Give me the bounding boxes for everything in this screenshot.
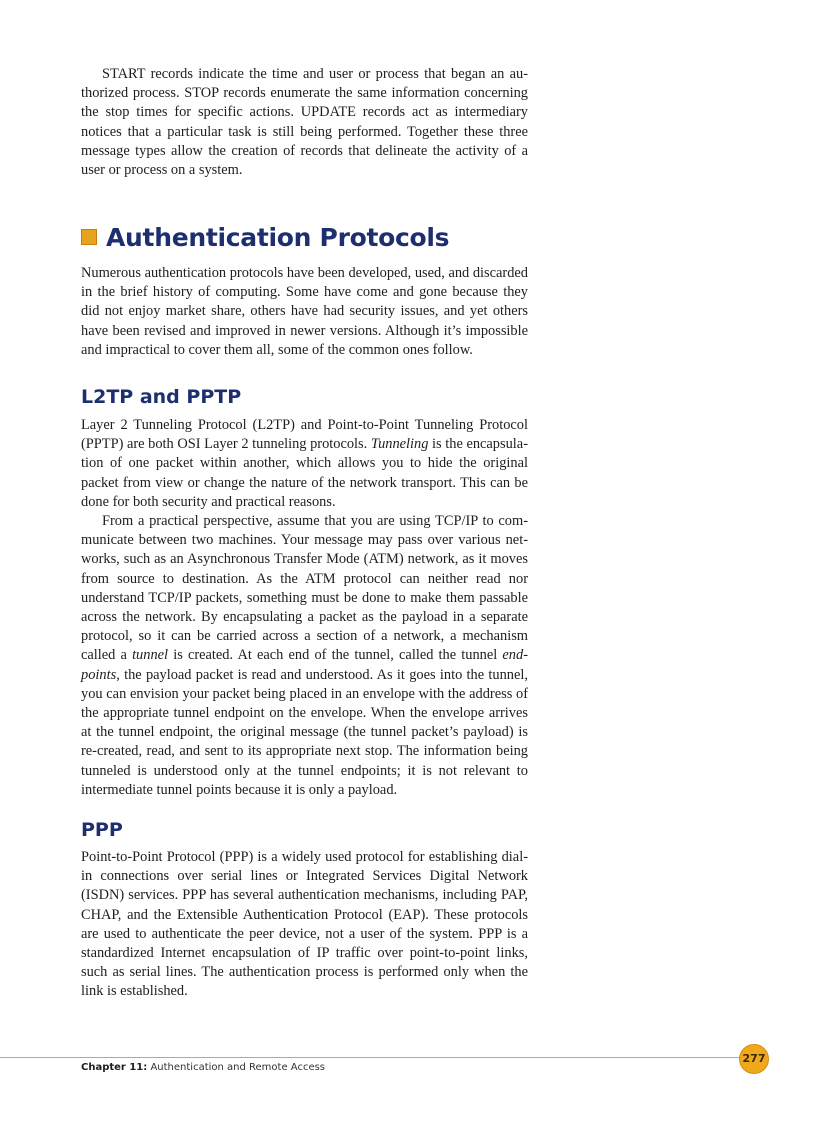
- l2tp-paragraph-1: [81, 416, 528, 512]
- text-run: , the payload packet is read and understood. As it goes into the tunnel, you can envision your packet being placed in an envelope with the address of the appropriate tunnel endpoint on the envelope. When the envelope arrives at the tunnel endpoint, the original message (the tunnel packet’s payload) is re-created, read, and sent to its appropriate next stop. The information being tunneled is understood only at the tunnel endpoints; it is not relevant to intermediate tunnel points because it is only a payload.: [81, 666, 528, 798]
- section-title: [81, 221, 449, 255]
- square-bullet-icon: [81, 229, 97, 245]
- intro-paragraph: START records indicate the time and user or process that began an authorized process. STOP records enumerate the same information concerning the stop times for specific actions. UPDATE records act as intermediary notices that a particular task is still being performed. Together these three message types allow the creation of records that delineate the activity of a user or process on a system.: [81, 66, 528, 179]
- text-run: is the encapsulation of one packet within another, which allows you to hide the original packet from view or change the nature of the network transport. This can be done for both security and practical reasons.: [81, 436, 528, 510]
- running-footer: [81, 1061, 325, 1075]
- footer-chapter-title: Authentication and Remote Access: [147, 1062, 326, 1073]
- footer-rule: [0, 1057, 748, 1058]
- page-number-badge: 277: [739, 1044, 769, 1074]
- l2tp-paragraph-2: [81, 512, 528, 800]
- section-title-text: Authentication Protocols: [106, 223, 450, 252]
- section-intro-paragraph: Numerous authentication protocols have been developed, used, and discarded in the brief history of computing. Some have come and gone because they did not enjoy market share, others have had security issues, and yet others have been revised and improved in newer versions. Although it’s impossible and impractical to cover them all, some of the common ones follow.: [81, 265, 528, 358]
- l2tp-body: [81, 416, 528, 800]
- term-tunneling: Tunneling: [370, 436, 429, 453]
- ppp-heading: PPP: [81, 819, 123, 841]
- term-endpoints: endpoints: [81, 647, 528, 683]
- text-run: Layer 2 Tunneling Protocol (L2TP) and Point-to-Point Tunneling Protocol (PPTP) are both OSI Layer 2 tunneling protocols.: [81, 417, 528, 453]
- text-run: is created. At each end of the tunnel, called the tunnel: [168, 647, 503, 664]
- text-run: From a practical perspective, assume that you are using TCP/IP to communicate between two machines. Your message may pass over various networks, such as an Asynchronous Transfer Mode (ATM) network, as it moves from source to destination. As the ATM protocol can neither read nor understand TCP/IP packets, something must be done to make them passable across the network. By encapsulating a packet as the payload in a separate protocol, so it can be carried across a section of a network, a mechanism called a: [81, 513, 528, 664]
- term-tunnel: tunnel: [132, 647, 169, 664]
- ppp-paragraph: Point-to-Point Protocol (PPP) is a widely used protocol for establishing dial-in connections over serial lines or Integrated Services Digital Network (ISDN) services. PPP has several authentication mechanisms, including PAP, CHAP, and the Extensible Authentication Protocol (EAP). These protocols are used to authenticate the peer device, not a user of the system. PPP is a standardized Internet encapsulation of IP traffic over point-to-point links, such as serial lines. The authentication process is performed only when the link is established.: [81, 849, 528, 1000]
- footer-chapter-label: Chapter 11:: [81, 1062, 148, 1073]
- l2tp-heading: L2TP and PPTP: [81, 386, 242, 408]
